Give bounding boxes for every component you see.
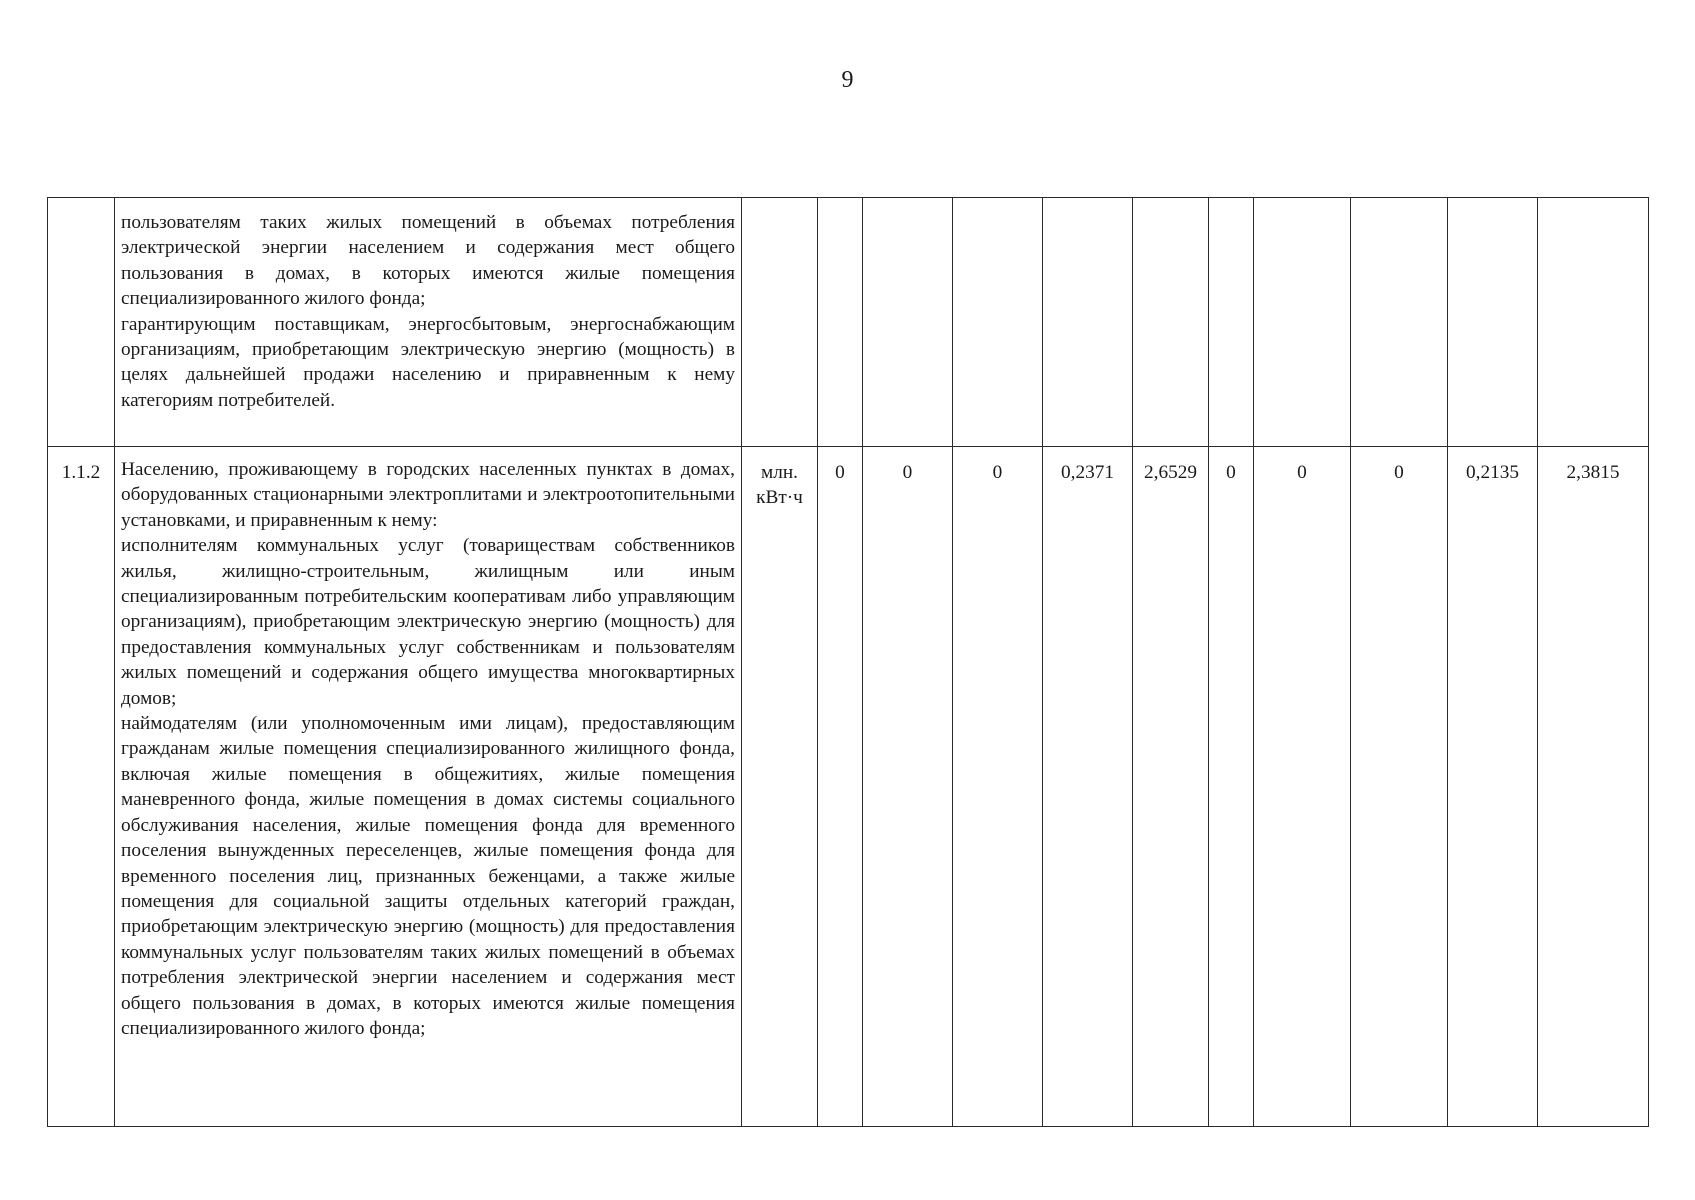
unit-line: кВт·ч [756,487,803,509]
value-cell: 0 [818,447,863,1127]
value-cell [1538,198,1649,447]
value-cell [1043,198,1133,447]
value-cell: 0 [1209,447,1254,1127]
value-cell [1351,198,1448,447]
value-cell [818,198,863,447]
table-row [48,447,1649,1127]
value-cell [1254,198,1351,447]
value-cell [1209,198,1254,447]
description-cell [115,447,742,1127]
row-number-cell [48,198,115,447]
description-paragraph: наймодателям (или уполномоченным ими лицам), предоставляющим гражданам жилые помещения специализированного жилищного фонда, включая жилые помещения в общежитиях, жилые помещения маневренного фонда, жилые помещения в домах системы социального обслуживания населения, жилые помещения фонда для временного поселения вынужденных переселенцев, жилые помещения фонда для временного поселения лиц, признанных беженцами, а также жилые помещения для социальной защиты отдельных категорий граждан, приобретающим электрическую энергию (мощность) для предоставления коммунальных услуг пользователям таких жилых помещений в объемах потребления электрической энергии населением и содержания мест общего пользования в домах, в которых имеются жилые помещения специализированного жилого фонда; [121,713,735,1039]
description-paragraph: исполнителям коммунальных услуг (товариществам собственников жилья, жилищно-строительным, жилищным или иным специализированным потребительским кооперативам либо управляющим организациям), приобретающим электрическую энергию (мощность) для предоставления коммунальных услуг собственникам и пользователям жилых помещений и содержания общего имущества многоквартирных домов; [121,535,735,709]
value-cell: 0 [1351,447,1448,1127]
value-cell: 0 [953,447,1043,1127]
page-number: 9 [841,67,854,93]
value-cell [1133,198,1209,447]
unit-line: млн. [761,462,798,483]
tariff-table [47,197,1649,1127]
value-cell: 0,2135 [1448,447,1538,1127]
value-cell [953,198,1043,447]
value-cell: 2,6529 [1133,447,1209,1127]
description-paragraph: Населению, проживающему в городских населенных пунктах в домах, оборудованных стационарными электроплитами и электроотопительными установками, и приравненным к нему: [121,459,735,531]
description-paragraph: пользователям таких жилых помещений в объемах потребления электрической энергии населением и содержания мест общего пользования в домах, в которых имеются жилые помещения специализированного жилого фонда; [121,212,735,310]
description-paragraph: гарантирующим поставщикам, энергосбытовым, энергоснабжающим организациям, приобретающим электрическую энергию (мощность) в целях дальнейшей продажи населению и приравненным к нему категориям потребителей. [121,313,735,411]
value-cell: 2,3815 [1538,447,1649,1127]
value-cell: 0 [863,447,953,1127]
unit-cell [742,447,818,1127]
value-cell [1448,198,1538,447]
value-cell [863,198,953,447]
table-row [48,198,1649,447]
row-number-cell [48,447,115,1127]
value-cell: 0 [1254,447,1351,1127]
description-cell [115,198,742,447]
row-number: 1.1.2 [61,462,101,483]
value-cell: 0,2371 [1043,447,1133,1127]
unit-cell [742,198,818,447]
